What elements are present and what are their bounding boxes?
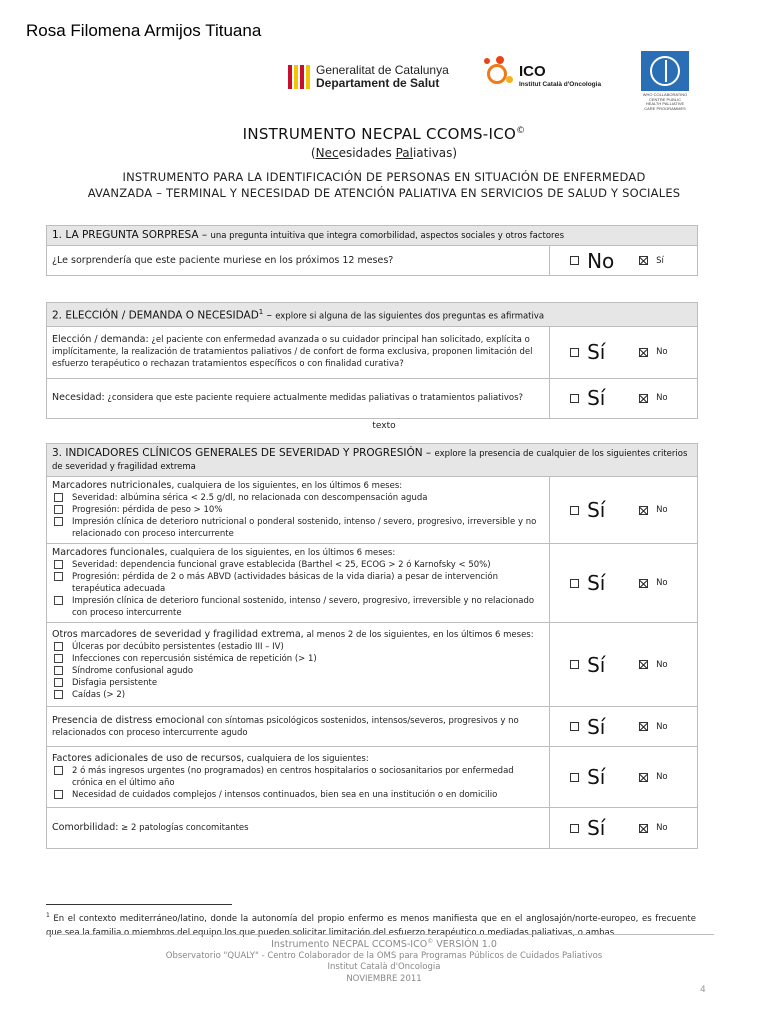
section-1-header: 1. LA PREGUNTA SORPRESA – una pregunta intuitiva que integra comorbilidad, aspectos sociales y otros factores: [47, 226, 698, 246]
option-si-label: Sí: [587, 386, 606, 410]
item-checkbox[interactable]: [54, 596, 63, 605]
checkbox-no-checked[interactable]: [639, 824, 648, 833]
who-emblem-icon: [641, 51, 689, 91]
list-item: Impresión clínica de deterioro nutricional o ponderal sostenido, intenso / severo, progresivo, irreversible y no relacionado con proceso intercurrente: [52, 516, 544, 540]
ico-circles-icon: [484, 54, 518, 94]
comorbidity: Comorbilidad: ≥ 2 patologías concomitantes: [47, 808, 550, 849]
option-no-label: No: [587, 248, 615, 273]
document-subtitle: (Necesidades Paliativas): [310, 146, 458, 160]
ico-logo: [484, 54, 601, 94]
list-item: Progresión: pérdida de 2 o más ABVD (actividades básicas de la vida diaria) a pesar de intervención terapéutica adecuada: [52, 571, 544, 595]
frailty-markers: Otros marcadores de severidad y fragilidad extrema, al menos 2 de los siguientes, en los últimos 6 meses: Úlceras por decúbito persistentes (estadio III – IV) Infecciones con repercusión sistémica de repetición (> 1) Síndrome confusional agudo Disfagia persistente Caídas (> 2): [47, 623, 550, 707]
list-item: Impresión clínica de deterioro funcional sostenido, intenso / severo, progresivo, irreversible y no relacionado con proceso intercurrente: [52, 595, 544, 619]
footnote-rule: [46, 904, 232, 905]
who-caption: WHO COLLABORATING CENTRE PUBLIC HEALTH PALLIATIVE CARE PROGRAMMES: [642, 92, 688, 111]
option-no-label: No: [656, 772, 668, 782]
resource-use-factors: Factores adicionales de uso de recursos, cualquiera de los siguientes: 2 ó más ingresos urgentes (no programados) en centros hospitalarios o sociosanitarios por enfermedad crónica en el último año Necesidad de cuidados complejos / intensos continuados, bien sea en una institución o en domicilio: [47, 747, 550, 808]
list-item: Disfagia persistente: [52, 677, 544, 689]
page-footer: Instrumento NECPAL CCOMS-ICO© VERSIÓN 1.0 Observatorio "QUALY" - Centro Colaborador de la OMS para Programas Públicos de Cuidados Paliativos Institut Català d'Oncologia NOVIEMBRE 2011: [165, 938, 603, 984]
option-no-label: No: [656, 505, 668, 515]
checkbox-no-checked[interactable]: [639, 660, 648, 669]
checkbox-si[interactable]: [570, 394, 579, 403]
document-title: INSTRUMENTO NECPAL CCOMS-ICO©: [242, 125, 526, 143]
ico-subtitle: Institut Català d'Oncologia: [519, 81, 602, 88]
item-checkbox[interactable]: [54, 666, 63, 675]
checkbox-si[interactable]: [570, 348, 579, 357]
item-checkbox[interactable]: [54, 690, 63, 699]
footer-rule: [46, 934, 714, 935]
section-3-header: 3. INDICADORES CLÍNICOS GENERALES DE SEVERIDAD Y PROGRESIÓN – explore la presencia de cualquier de los siguientes criterios de severidad y fragilidad extrema: [47, 444, 698, 477]
checkbox-no-checked[interactable]: [639, 348, 648, 357]
eleccion-question: Elección / demanda: ¿el paciente con enfermedad avanzada o su cuidador principal han solicitado, explícita o implícitamente, la realización de tratamientos paliativos / de confort de forma exclusiva, proponen limitación del esfuerzo terapéutico o rechazan tratamientos específicos o con finalidad curativa?: [47, 326, 550, 378]
checkbox-si[interactable]: [570, 579, 579, 588]
generalitat-logo: [288, 64, 449, 90]
list-item: Necesidad de cuidados complejos / intensos continuados, bien sea en una institución o en domicilio: [52, 789, 544, 801]
option-si-label: Sí: [587, 340, 606, 364]
ico-name: ICO: [519, 63, 546, 80]
checkbox-no-checked[interactable]: [639, 506, 648, 515]
checkbox-si[interactable]: [570, 773, 579, 782]
list-item: 2 ó más ingresos urgentes (no programados) en centros hospitalarios o sociosanitarios por enfermedad crónica en el último año: [52, 765, 544, 789]
section-3-table: [46, 443, 698, 849]
between-text: texto: [372, 421, 396, 431]
section-1-table: [46, 225, 698, 276]
item-checkbox[interactable]: [54, 766, 63, 775]
option-si-label: Sí: [587, 571, 606, 595]
option-no-label: No: [656, 721, 668, 732]
option-si-label: Sí: [587, 765, 606, 789]
item-checkbox[interactable]: [54, 560, 63, 569]
list-item: Úlceras por decúbito persistentes (estadio III – IV): [52, 641, 544, 653]
option-no-label: No: [656, 578, 668, 588]
instrument-description: INSTRUMENTO PARA LA IDENTIFICACIÓN DE PERSONAS EN SITUACIÓN DE ENFERMEDAD AVANZADA – TERMINAL Y NECESIDAD DE ATENCIÓN PALIATIVA EN SERVICIOS DE SALUD Y SOCIALES: [87, 170, 681, 200]
checkbox-no-checked[interactable]: [639, 773, 648, 782]
list-item: Síndrome confusional agudo: [52, 665, 544, 677]
option-si-label: Sí: [587, 714, 606, 739]
list-item: Infecciones con repercusión sistémica de repetición (> 1): [52, 653, 544, 665]
option-si-label: Sí: [587, 816, 606, 840]
nutritional-markers: Marcadores nutricionales, cualquiera de los siguientes, en los últimos 6 meses: Severidad: albúmina sérica < 2.5 g/dl, no relacionada con descompensación aguda Progresión: pérdida de peso > 10% Impresión clínica de deterioro nutricional o ponderal sostenido, intenso / severo, progresivo, irreversible y no relacionado con proceso intercurrente: [47, 477, 550, 544]
item-checkbox[interactable]: [54, 517, 63, 526]
list-item: Caídas (> 2): [52, 689, 544, 701]
checkbox-si[interactable]: [570, 660, 579, 669]
item-checkbox[interactable]: [54, 642, 63, 651]
emotional-distress: Presencia de distress emocional con síntomas psicológicos sostenidos, intensos/severos, progresivos y no relacionados con proceso intercurrente agudo: [47, 707, 550, 747]
checkbox-no[interactable]: [570, 256, 579, 265]
item-checkbox[interactable]: [54, 572, 63, 581]
item-checkbox[interactable]: [54, 678, 63, 687]
checkbox-si[interactable]: [570, 506, 579, 515]
option-no-label: No: [656, 659, 668, 670]
list-item: Progresión: pérdida de peso > 10%: [52, 504, 544, 516]
generalitat-name: Generalitat de Catalunya: [316, 63, 449, 77]
item-checkbox[interactable]: [54, 505, 63, 514]
item-checkbox[interactable]: [54, 493, 63, 502]
option-no-label: No: [656, 823, 668, 833]
catalan-flag-icon: [288, 65, 310, 89]
section-2-table: [46, 302, 698, 419]
section-2-header: 2. ELECCIÓN / DEMANDA O NECESIDAD$^1$ – explore si alguna de las siguientes dos preguntas es afirmativa: [47, 303, 698, 327]
necesidad-question: Necesidad: ¿considera que este paciente requiere actualmente medidas paliativas o tratamientos paliativos?: [47, 378, 550, 418]
functional-markers: Marcadores funcionales, cualquiera de los siguientes, en los últimos 6 meses: Severidad: dependencia funcional grave establecida (Barthel < 25, ECOG > 2 ó Karnofsky < 50%) Progresión: pérdida de 2 o más ABVD (actividades básicas de la vida diaria) a pesar de intervención terapéutica adecuada Impresión clínica de deterioro funcional sostenido, intenso / severo, progresivo, irreversible y no relacionado con proceso intercurrente: [47, 544, 550, 623]
option-si-label: Sí: [656, 255, 664, 266]
surprise-question: ¿Le sorprendería que este paciente muriese en los próximos 12 meses?: [47, 246, 550, 276]
checkbox-no-checked[interactable]: [639, 579, 648, 588]
checkbox-no-checked[interactable]: [639, 722, 648, 731]
departament-name: Departament de Salut: [316, 76, 440, 90]
footnote: $^1$ En el contexto mediterráneo/latino, donde la autonomía del propio enfermo es menos manifiesta que en el anglosajón/norte-europeo, es frecuente que sea la familia o miembros del equipo los que pueden solicitar limitación del esfuerzo terapéutico o mediadas paliativas, o ambas: [46, 912, 696, 938]
item-checkbox[interactable]: [54, 790, 63, 799]
option-si-label: Sí: [587, 652, 606, 677]
checkbox-si-checked[interactable]: [639, 256, 648, 265]
checkbox-si[interactable]: [570, 722, 579, 731]
author-name: Rosa Filomena Armijos Tituana: [26, 21, 262, 40]
list-item: Severidad: dependencia funcional grave establecida (Barthel < 25, ECOG > 2 ó Karnofsky < 50%): [52, 559, 544, 571]
option-si-label: Sí: [587, 498, 606, 522]
checkbox-si[interactable]: [570, 824, 579, 833]
option-no-label: No: [656, 347, 668, 357]
option-no-label: No: [656, 393, 668, 403]
list-item: Severidad: albúmina sérica < 2.5 g/dl, no relacionada con descompensación aguda: [52, 492, 544, 504]
item-checkbox[interactable]: [54, 654, 63, 663]
page-number: 4: [700, 985, 706, 995]
who-logo: [641, 51, 689, 111]
checkbox-no-checked[interactable]: [639, 394, 648, 403]
